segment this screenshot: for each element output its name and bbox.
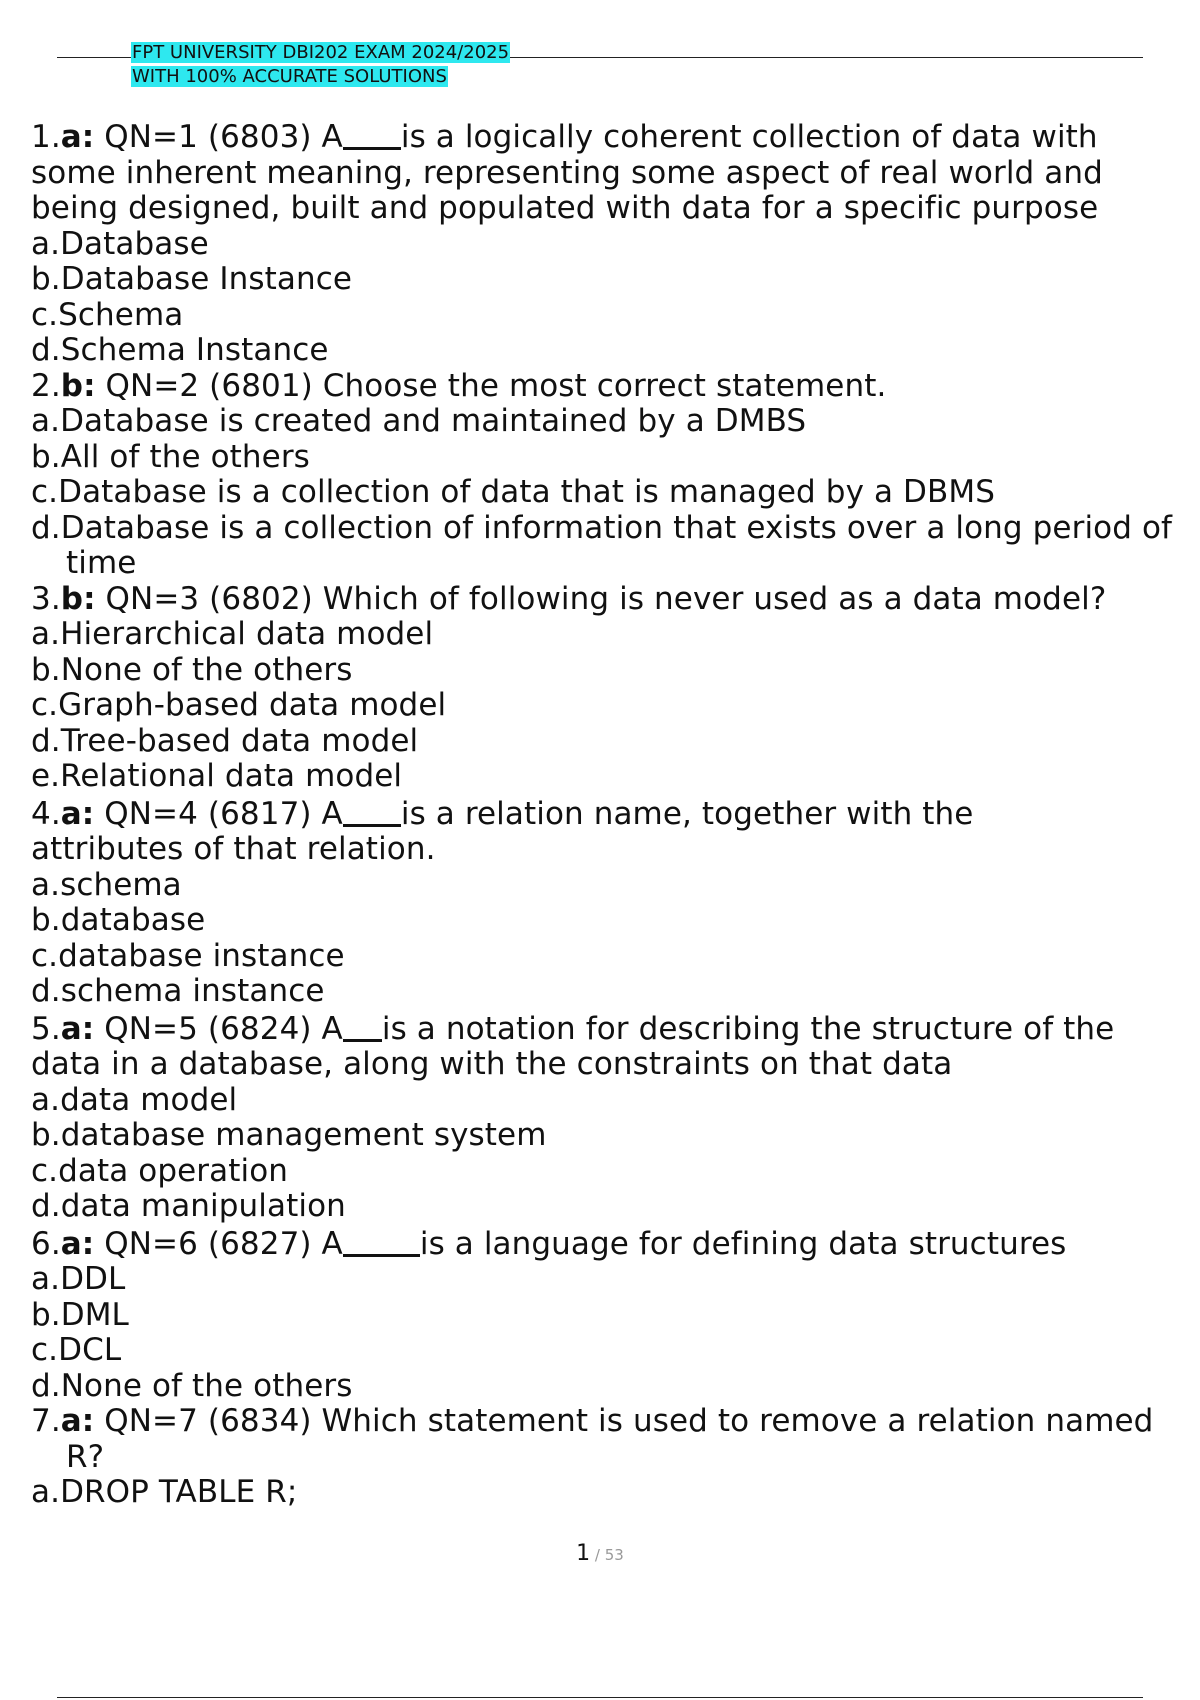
option-text: DCL [58,1332,122,1368]
answer-key: a: [60,795,95,832]
option-text: Schema [58,296,184,333]
option-b [31,1118,1200,1154]
option-letter: b. [31,1117,61,1153]
option-letter: b. [31,651,61,688]
question-stem-continuation: R? [66,1438,105,1475]
page-indicator [0,1541,1200,1566]
option-e [31,759,1200,795]
option-letter: c. [31,296,59,333]
question-list [31,118,1200,1511]
option-letter: c. [31,1152,59,1189]
option-text: Relational data model [60,758,403,794]
question-5 [31,1010,1200,1225]
option-text: Hierarchical data model [60,616,434,652]
option-text: Graph-based data model [58,687,447,723]
option-text: None of the others [60,1367,353,1404]
document-header [131,41,510,89]
option-c [31,1333,1200,1369]
question-stem: QN=1 (6803) A [94,119,343,155]
footer-rule [57,1697,1143,1698]
answer-key: a: [60,1403,95,1439]
header-title-line2: WITH 100% ACCURATE SOLUTIONS [132,66,447,87]
option-letter: e. [31,758,61,794]
option-letter: a. [31,1261,61,1297]
option-d [31,724,1200,760]
option-text: DROP TABLE R; [60,1474,298,1510]
question-7 [31,1404,1200,1511]
question-number: 7. [31,1403,61,1439]
question-stem: QN=5 (6824) A [94,1010,343,1047]
option-b [31,653,1200,689]
question-2 [31,369,1200,582]
option-text: None of the others [60,651,353,688]
question-4 [31,795,1200,1010]
option-text: data manipulation [60,1188,346,1224]
question-stem-line: data in a database, along with the constraints on that data [31,1046,953,1082]
option-text: database instance [58,937,345,974]
option-text: DDL [60,1261,126,1297]
question-number: 2. [31,367,61,404]
question-6 [31,1225,1200,1405]
option-c [31,298,1200,334]
question-number: 6. [31,1225,61,1262]
option-continuation: time [66,545,137,581]
option-d [31,511,1200,547]
option-a [31,1083,1200,1119]
option-text: Tree-based data model [60,722,419,759]
question-1 [31,118,1200,369]
fill-in-blank [343,121,401,150]
option-text: Database is a collection of information that exists over a long period of [60,509,1173,546]
option-letter: a. [31,1474,61,1510]
question-number: 5. [31,1010,61,1047]
answer-key: a: [60,119,95,155]
option-d [31,1189,1200,1225]
question-stem: QN=2 (6801) Choose the most correct statement. [95,367,887,404]
question-number: 3. [31,580,61,617]
fill-in-blank [343,798,401,827]
option-text: database [60,902,206,938]
question-stem-cont: is a logically coherent collection of data with [400,119,1098,155]
option-a [31,868,1200,904]
question-stem-cont: is a notation for describing the structure of the [381,1010,1115,1047]
option-text: schema instance [60,973,325,1009]
question-stem-line: being designed, built and populated with data for a specific purpose [31,190,1099,226]
answer-key: b: [60,367,96,404]
option-a [31,227,1200,263]
option-text: Database Instance [60,261,353,297]
option-letter: b. [31,261,61,297]
option-letter: c. [31,687,59,723]
header-title-line1: FPT UNIVERSITY DBI202 EXAM 2024/2025 [132,42,510,63]
question-3 [31,582,1200,795]
option-letter: a. [31,866,61,903]
fill-in-blank [343,1013,382,1042]
option-letter: c. [31,474,59,510]
option-c [31,939,1200,975]
option-a [31,1262,1200,1298]
question-stem-cont: is a relation name, together with the [400,795,974,832]
option-letter: b. [31,902,61,938]
option-a [31,617,1200,653]
option-letter: c. [31,1332,59,1368]
question-stem-line: some inherent meaning, representing some aspect of real world and [31,154,1103,191]
option-letter: d. [31,1367,61,1404]
question-stem-cont: is a language for defining data structures [419,1225,1067,1262]
page-current: 1 [576,1541,591,1566]
option-c [31,1154,1200,1190]
option-text: DML [60,1296,129,1333]
option-letter: d. [31,973,61,1009]
question-number: 1. [31,119,61,155]
option-text: schema [60,866,182,903]
question-stem: QN=7 (6834) Which statement is used to remove a relation named [94,1403,1154,1439]
answer-key: b: [60,580,96,617]
option-text: Database is created and maintained by a DMBS [60,403,807,439]
option-letter: d. [31,1188,61,1224]
option-letter: d. [31,332,61,368]
option-text: data operation [58,1152,289,1189]
option-c [31,688,1200,724]
option-letter: a. [31,225,61,262]
fill-in-blank [343,1228,420,1257]
option-text: database management system [60,1117,547,1153]
question-stem: QN=4 (6817) A [94,795,343,832]
option-b [31,440,1200,476]
option-letter: d. [31,509,61,546]
option-d [31,1369,1200,1405]
option-b [31,903,1200,939]
answer-key: a: [60,1010,95,1047]
option-letter: c. [31,937,59,974]
option-letter: b. [31,438,61,475]
option-text: data model [60,1081,238,1118]
option-letter: b. [31,1296,61,1333]
option-letter: d. [31,722,61,759]
option-a [31,404,1200,440]
option-text: Schema Instance [60,332,329,368]
option-text: Database is a collection of data that is managed by a DBMS [58,474,995,510]
question-stem: QN=6 (6827) A [94,1225,343,1262]
option-text: All of the others [60,438,310,475]
option-d [31,974,1200,1010]
option-b [31,1298,1200,1334]
option-letter: a. [31,616,61,652]
option-b [31,262,1200,298]
option-c [31,475,1200,511]
answer-key: a: [60,1225,95,1262]
option-letter: a. [31,403,61,439]
question-stem-line: attributes of that relation. [31,831,436,867]
question-number: 4. [31,795,61,832]
page-total: / 53 [590,1546,624,1564]
question-stem: QN=3 (6802) Which of following is never used as a data model? [95,580,1107,617]
option-text: Database [60,225,209,262]
option-a [31,1475,1200,1511]
option-letter: a. [31,1081,61,1118]
option-d [31,333,1200,369]
